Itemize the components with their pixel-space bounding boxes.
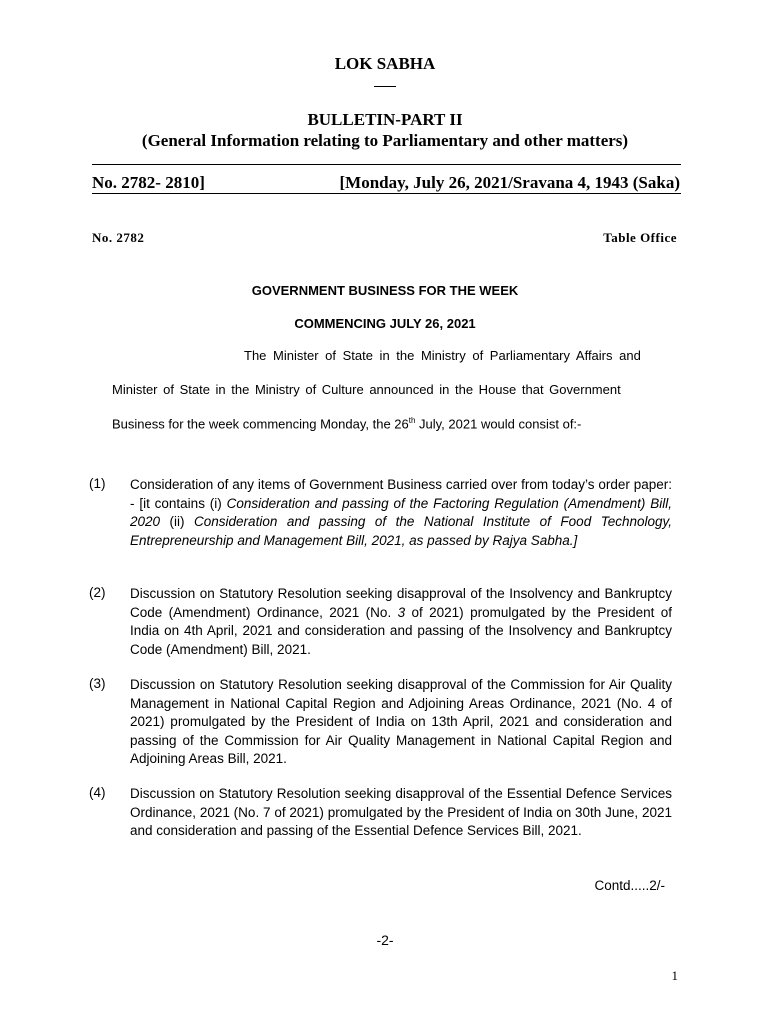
item-text-plain: of 2021) promulgated by the President of India on 4th April, 2021 and consideration and passing of the Insolvency and Bankruptcy Code (Amendment) Bill, 2021. xyxy=(130,604,672,657)
entry-number: No. 2782 xyxy=(92,230,145,245)
item-text-plain: Discussion on Statutory Resolution seeking disapproval of the Essential Defence Services Ordinance, 2021 (No. 7 of 2021) promulgated by the President of India on 30th June, 2021 and consideration and passing of the Essential Defence Services Bill, 2021. xyxy=(130,786,672,838)
continued-note: Contd.....2/- xyxy=(594,878,665,893)
bulletin-date: [Monday, July 26, 2021/Sravana 4, 1943 (Saka) xyxy=(339,173,680,192)
item-text xyxy=(130,476,672,550)
item-number: (1) xyxy=(89,476,106,491)
bulletin-subtitle: (General Information relating to Parliamentary and other matters) xyxy=(141,131,629,150)
item-text xyxy=(130,676,672,769)
item-number: (4) xyxy=(89,785,106,800)
item-text xyxy=(130,785,672,841)
intro-line-3-sup: th xyxy=(408,416,416,425)
intro-line-2: Minister of State in the Ministry of Culture announced in the House that Government xyxy=(112,382,621,397)
item-text-italic: Consideration and passing of the National Institute of Food Technology, Entrepreneurship and Management Bill, 2021, as passed by Rajya Sabha.] xyxy=(130,514,672,548)
section-subheading: COMMENCING JULY 26, 2021 xyxy=(294,316,476,331)
header-rule-top xyxy=(92,164,681,165)
bulletin-number-range: No. 2782- 2810] xyxy=(92,173,205,192)
item-text-plain: Discussion on Statutory Resolution seeking disapproval of the Insolvency and Bankruptcy Code (Amendment) Ordinance, 2021 (No. xyxy=(130,586,672,620)
bulletin-title: BULLETIN-PART II xyxy=(307,110,463,129)
intro-line-3-post: July, 2021 would consist of:- xyxy=(415,416,582,432)
item-text-italic: Consideration and passing of the Factoring Regulation (Amendment) Bill, 2020 xyxy=(130,495,672,529)
item-text-plain: Discussion on Statutory Resolution seeking disapproval of the Commission for Air Quality Management in National Capital Region and Adjoining Areas Ordinance, 2021 (No. 4 of 2021) promulgated by the President of India on 13th April, 2021 and consideration and passing of the Commission for Air Quality Management in National Capital Region and Adjoining Areas Bill, 2021. xyxy=(130,677,672,766)
header-rule-bottom xyxy=(92,193,681,194)
item-text xyxy=(130,585,672,659)
item-text-italic: 3 xyxy=(397,604,406,620)
house-title: LOK SABHA xyxy=(334,54,436,73)
section-heading: GOVERNMENT BUSINESS FOR THE WEEK xyxy=(251,283,519,298)
title-dash xyxy=(374,86,396,87)
item-number: (2) xyxy=(89,585,106,600)
item-text-plain: (ii) xyxy=(160,514,195,529)
page-number: 1 xyxy=(671,968,678,983)
item-text-plain: Consideration of any items of Government Business carried over from today’s order paper: - [it contains (i) xyxy=(130,477,672,511)
intro-line-1: The Minister of State in the Ministry of Parliamentary Affairs and xyxy=(244,348,641,363)
next-page-marker: -2- xyxy=(376,932,394,948)
item-number: (3) xyxy=(89,676,106,691)
entry-office: Table Office xyxy=(603,230,677,245)
intro-line-3 xyxy=(112,416,581,431)
intro-line-3-pre: Business for the week commencing Monday, the 26 xyxy=(112,416,409,432)
